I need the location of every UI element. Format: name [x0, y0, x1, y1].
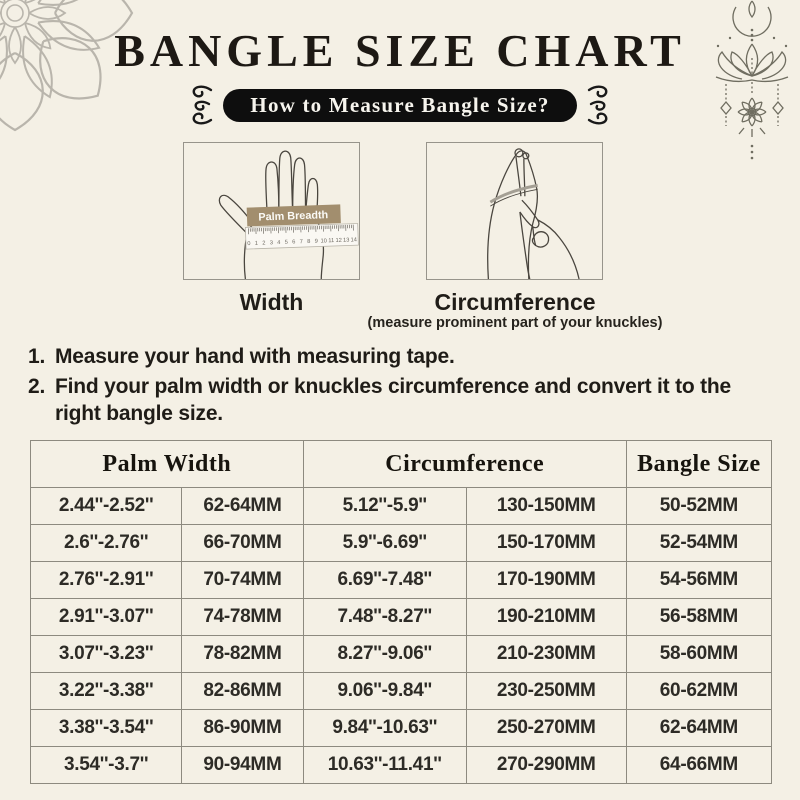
badge-row — [0, 87, 800, 123]
table-cell: 2.44''-2.52'' — [31, 488, 182, 525]
svg-text:12: 12 — [335, 237, 343, 245]
table-cell: 56-58MM — [626, 599, 771, 636]
pinched-hand-knuckle-measure-illustration — [427, 143, 602, 279]
table-cell: 230-250MM — [466, 673, 626, 710]
table-cell: 150-170MM — [466, 525, 626, 562]
table-cell: 3.38''-3.54'' — [31, 710, 182, 747]
instruction-text: Measure your hand with measuring tape. — [55, 345, 455, 368]
svg-text:8: 8 — [307, 238, 311, 246]
table-cell: 170-190MM — [466, 562, 626, 599]
svg-text:10: 10 — [320, 238, 328, 245]
table-cell: 82-86MM — [182, 673, 304, 710]
instruction-text: Find your palm width or knuckles circumference and convert it to the right bangle size. — [55, 375, 732, 425]
curly-flourish-icon — [586, 83, 612, 127]
instruction-item — [28, 343, 780, 370]
table-cell: 60-62MM — [626, 673, 771, 710]
table-cell: 58-60MM — [626, 636, 771, 673]
table-cell: 3.22''-3.38'' — [31, 673, 182, 710]
table-row — [31, 525, 772, 562]
table-cell: 64-66MM — [626, 747, 771, 784]
table-row — [31, 599, 772, 636]
table-row — [31, 747, 772, 784]
table-cell: 2.76''-2.91'' — [31, 562, 182, 599]
table-cell: 2.91''-3.07'' — [31, 599, 182, 636]
table-cell: 9.84''-10.63'' — [303, 710, 466, 747]
width-caption: Width — [239, 289, 304, 315]
table-cell: 3.54''-3.7'' — [31, 747, 182, 784]
table-cell: 10.63''-11.41'' — [303, 747, 466, 784]
table-row — [31, 710, 772, 747]
table-cell: 250-270MM — [466, 710, 626, 747]
circumference-note: (measure prominent part of your knuckles) — [367, 315, 663, 331]
table-cell: 62-64MM — [182, 488, 304, 525]
table-cell: 6.69''-7.48'' — [303, 562, 466, 599]
table-cell: 54-56MM — [626, 562, 771, 599]
svg-text:14: 14 — [350, 237, 357, 244]
table-cell: 74-78MM — [182, 599, 304, 636]
table-cell: 5.9''-6.69'' — [303, 525, 466, 562]
table-cell: 9.06''-9.84'' — [303, 673, 466, 710]
table-cell: 66-70MM — [182, 525, 304, 562]
table-cell: 190-210MM — [466, 599, 626, 636]
table-cell: 210-230MM — [466, 636, 626, 673]
instruction-number: 1. — [28, 345, 46, 368]
instructions-list — [28, 343, 780, 430]
svg-text:5: 5 — [284, 239, 289, 246]
ruler-label: Palm Breadth — [258, 209, 329, 224]
table-row — [31, 562, 772, 599]
svg-text:7: 7 — [299, 239, 304, 246]
table-cell: 7.48''-8.27'' — [303, 599, 466, 636]
circumference-figure-box — [426, 142, 603, 280]
how-to-measure-badge: How to Measure Bangle Size? — [223, 89, 576, 122]
table-row — [31, 636, 772, 673]
table-cell: 70-74MM — [182, 562, 304, 599]
table-row — [31, 488, 772, 525]
svg-text:11: 11 — [328, 238, 335, 245]
table-cell: 78-82MM — [182, 636, 304, 673]
table-cell: 90-94MM — [182, 747, 304, 784]
bangle-size-table — [30, 440, 772, 784]
table-cell: 52-54MM — [626, 525, 771, 562]
column-header-circumference: Circumference — [303, 441, 626, 488]
table-cell: 8.27''-9.06'' — [303, 636, 466, 673]
svg-text:4: 4 — [277, 239, 281, 247]
table-cell: 62-64MM — [626, 710, 771, 747]
svg-text:3: 3 — [269, 240, 274, 247]
table-cell: 2.6''-2.76'' — [31, 525, 182, 562]
column-header-bangle-size: Bangle Size — [626, 441, 771, 488]
table-cell: 5.12''-5.9'' — [303, 488, 466, 525]
svg-text:0: 0 — [247, 241, 251, 248]
circumference-caption: Circumference — [434, 289, 596, 315]
column-header-palm-width: Palm Width — [31, 441, 304, 488]
table-cell: 270-290MM — [466, 747, 626, 784]
instruction-item — [28, 373, 780, 427]
table-cell: 86-90MM — [182, 710, 304, 747]
curly-flourish-icon — [188, 83, 214, 127]
svg-text:6: 6 — [292, 239, 296, 246]
table-cell: 130-150MM — [466, 488, 626, 525]
svg-text:13: 13 — [342, 237, 350, 244]
svg-text:9: 9 — [314, 238, 318, 245]
width-figure-box — [183, 142, 360, 280]
page-title: BANGLE SIZE CHART — [114, 25, 686, 76]
table-cell: 3.07''-3.23'' — [31, 636, 182, 673]
svg-text:2: 2 — [262, 240, 266, 247]
table-header-row — [31, 441, 772, 488]
table-row — [31, 673, 772, 710]
table-cell: 50-52MM — [626, 488, 771, 525]
svg-text:1: 1 — [254, 240, 259, 247]
hand-with-measuring-tape-illustration — [184, 143, 359, 279]
instruction-number: 2. — [28, 375, 46, 398]
